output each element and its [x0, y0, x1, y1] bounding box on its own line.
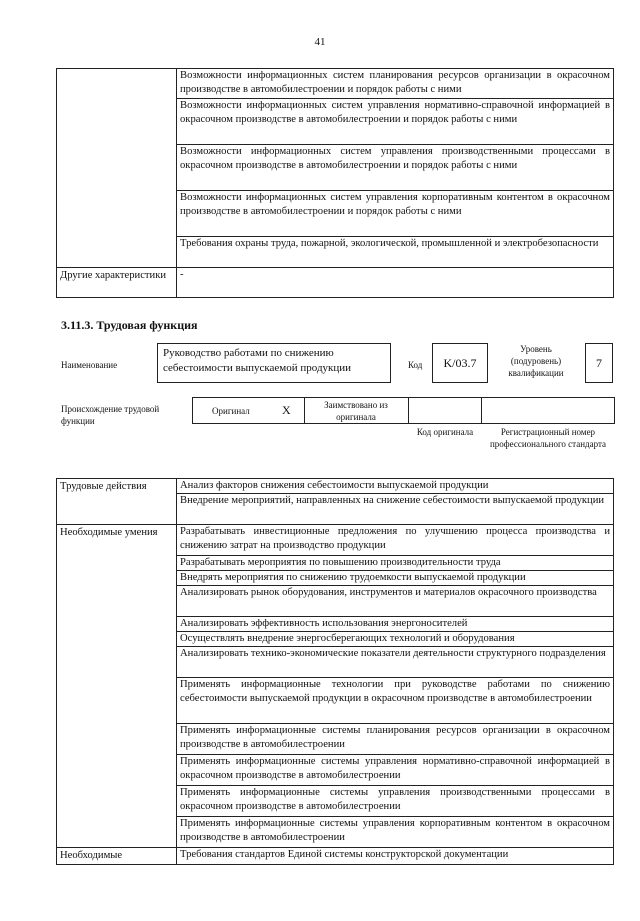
table-row: Возможности информационных систем управления корпоративным контентом в окрасочном производстве в автомобилестроении и порядок работы с ними	[177, 191, 614, 237]
page-number: 41	[314, 36, 326, 48]
other-characteristics-label: Другие характеристики	[57, 268, 177, 298]
actions-label: Трудовые действия	[57, 479, 177, 525]
empty-label-cell	[57, 69, 177, 268]
qualification-level-label: Уровень (подуровень) квалификации	[508, 344, 564, 378]
main-function-table	[56, 478, 614, 865]
table-row: Анализировать эффективность использования энергоносителей	[177, 617, 614, 632]
name-label: Наименование	[61, 360, 118, 370]
table-row: Применять информационные технологии при руководстве работами по снижению себестоимости выпускаемой продукции в окрасочном производстве в автомобилестроении	[177, 678, 614, 724]
table-row: Возможности информационных систем управления производственными процессами в окрасочном производстве в автомобилестроении и порядок работы с ними	[177, 145, 614, 191]
divider	[304, 397, 305, 424]
original-mark: X	[282, 403, 291, 417]
table-row: Разрабатывать мероприятия по повышению производительности труда	[177, 556, 614, 571]
code-box: K/03.7	[432, 343, 488, 383]
reg-number-caption: Регистрационный номер профессионального стандарта	[489, 427, 607, 449]
code-original-caption: Код оригинала	[416, 427, 474, 437]
table-row: Анализировать рынок оборудования, инструментов и материалов окрасочного производства	[177, 586, 614, 617]
table-row: Применять информационные системы планирования ресурсов организации в окрасочном производстве в автомобилестроении	[177, 724, 614, 755]
table-row: Внедрять мероприятия по снижению трудоемкости выпускаемой продукции	[177, 571, 614, 586]
table-row: Анализировать технико-экономические показатели деятельности структурного подразделения	[177, 647, 614, 678]
borrowed-label: Заимствовано из оригинала	[324, 400, 388, 422]
qualification-level-box: 7	[585, 343, 613, 383]
table-row: Возможности информационных систем планирования ресурсов организации в окрасочном производстве в автомобилестроении и порядок работы с ними	[177, 69, 614, 99]
table-row: Применять информационные системы управления производственными процессами в окрасочном производстве в автомобилестроении	[177, 786, 614, 817]
table-row: Анализ факторов снижения себестоимости выпускаемой продукции	[177, 479, 614, 494]
section-heading: 3.11.3. Трудовая функция	[61, 318, 198, 332]
table-row: Требования стандартов Единой системы конструкторской документации	[177, 848, 614, 865]
table-row: Применять информационные системы управления нормативно-справочной информацией в окрасочном производстве в автомобилестроении	[177, 755, 614, 786]
divider	[408, 397, 409, 424]
skills-label: Необходимые умения	[57, 525, 177, 848]
table-row: Применять информационные системы управления корпоративным контентом в окрасочном производстве в автомобилестроении	[177, 817, 614, 848]
other-characteristics-value: -	[177, 268, 614, 298]
table-row: Внедрение мероприятий, направленных на снижение себестоимости выпускаемой продукции	[177, 494, 614, 525]
table-row: Требования охраны труда, пожарной, экологической, промышленной и электробезопасности	[177, 237, 614, 268]
knowledge-label: Необходимые	[57, 848, 177, 865]
function-name-box: Руководство работами по снижению себестоимости выпускаемой продукции	[157, 343, 391, 383]
top-knowledge-table	[56, 68, 614, 298]
divider	[481, 397, 482, 424]
origin-label: Происхождение трудовой функции	[61, 404, 160, 426]
original-label: Оригинал	[212, 406, 250, 416]
table-row: Осуществлять внедрение энергосберегающих технологий и оборудования	[177, 632, 614, 647]
table-row: Разрабатывать инвестиционные предложения по улучшению процесса производства и снижению затрат на производство продукции	[177, 525, 614, 556]
table-row: Возможности информационных систем управления нормативно-справочной информацией в окрасочном производстве в автомобилестроении и порядок работы с ними	[177, 99, 614, 145]
code-label: Код	[408, 360, 423, 370]
